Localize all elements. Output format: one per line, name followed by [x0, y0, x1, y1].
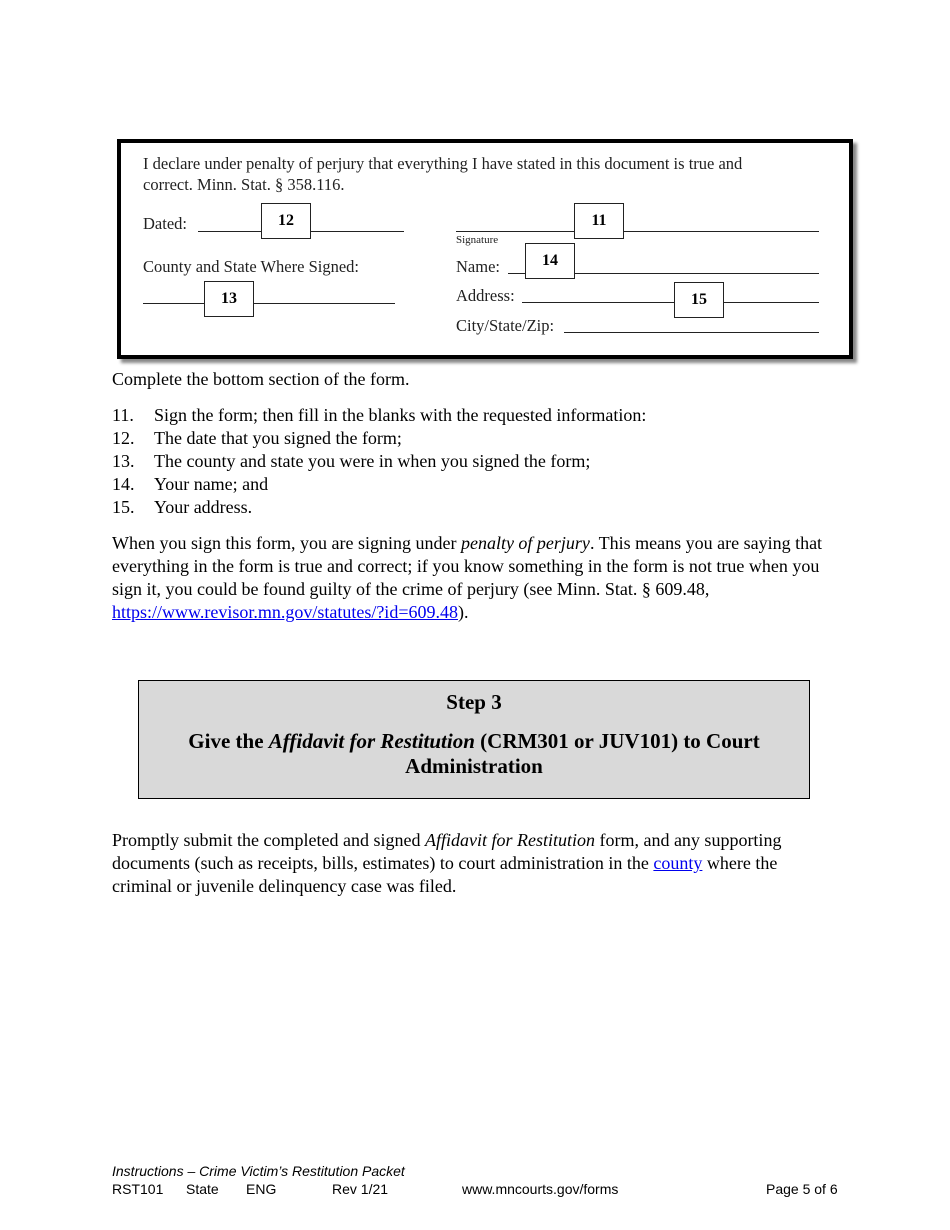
name-label: Name:: [456, 257, 500, 276]
callout-14: 14: [525, 243, 575, 279]
footer-code: RST101: [112, 1181, 164, 1197]
step3-box: [138, 680, 810, 799]
footer-url: www.mncourts.gov/forms: [462, 1181, 619, 1197]
list-item: 15. Your address.: [112, 497, 253, 517]
footer-lang: ENG: [246, 1181, 277, 1197]
county-line: [143, 303, 395, 304]
perjury-paragraph: When you sign this form, you are signing under penalty of perjury. This means you are saying that everything in the form is true and correct; if you know something in the form is not true when you sign it, you could be found guilty of the crime of perjury (see Minn. Stat. § 609.48, https://www.revisor.mn.gov/statutes/?id=609.48).: [112, 533, 823, 622]
callout-13: 13: [204, 281, 254, 317]
callout-11: 11: [574, 203, 624, 239]
statute-link[interactable]: https://www.revisor.mn.gov/statutes/?id=609.48: [112, 602, 458, 622]
callout-12: 12: [261, 203, 311, 239]
signature-label: Signature: [456, 234, 499, 246]
footer-state: State: [186, 1181, 219, 1197]
county-label: County and State Where Signed:: [143, 257, 359, 276]
list-item: 12. The date that you signed the form;: [112, 428, 402, 448]
footer-page: Page 5 of 6: [766, 1181, 838, 1197]
city-line: [564, 332, 819, 333]
form-signature-excerpt: [117, 139, 853, 359]
address-label: Address:: [456, 286, 515, 305]
declaration-text: I declare under penalty of perjury that everything I have stated in this document is true and: [143, 154, 743, 173]
submit-paragraph: Promptly submit the completed and signed Affidavit for Restitution form, and any supporting documents (such as receipts, bills, estimates) to court administration in the county where the criminal or juvenile delinquency case was filed.: [112, 830, 782, 896]
list-item: 13. The county and state you were in when you signed the form;: [112, 451, 591, 471]
signature-line: [456, 231, 819, 232]
declaration-text-line2: correct. Minn. Stat. § 358.116.: [143, 175, 345, 194]
list-item: 14. Your name; and: [112, 474, 269, 494]
dated-label: Dated:: [143, 214, 187, 233]
step3-heading: Give the Affidavit for Restitution (CRM301 or JUV101) to Court Administration: [188, 729, 760, 778]
city-label: City/State/Zip:: [456, 316, 555, 335]
step3-title: Step 3: [446, 690, 502, 714]
footer-rev: Rev 1/21: [332, 1181, 389, 1197]
footer-title: Instructions – Crime Victim’s Restitution Packet: [112, 1163, 405, 1179]
intro-text: Complete the bottom section of the form.: [112, 369, 410, 389]
callout-15: 15: [674, 282, 724, 318]
county-link[interactable]: county: [653, 853, 703, 873]
address-line: [522, 302, 819, 303]
list-item: 11. Sign the form; then fill in the blanks with the requested information:: [112, 405, 647, 425]
